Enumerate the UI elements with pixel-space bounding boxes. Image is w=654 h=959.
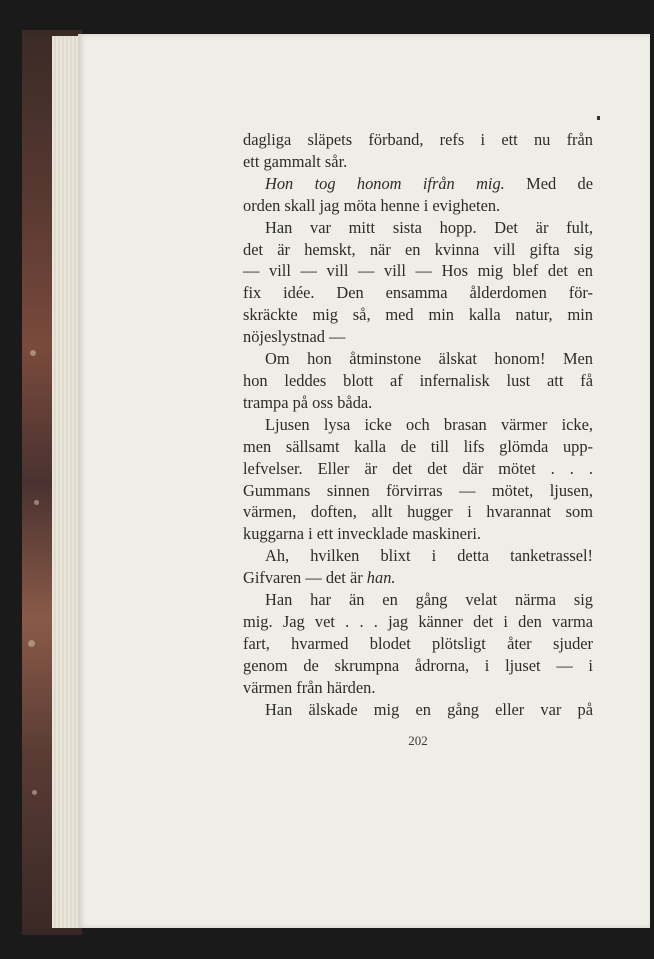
text-line: Han var mitt sista hopp. Det är fult, [265, 217, 593, 237]
text-line: fix idée. Den ensamma ålderdomen för- [243, 283, 593, 303]
page-number: 202 [408, 733, 428, 748]
text-line: dagliga släpets förband, refs i ett nu från [243, 130, 593, 149]
text-line: värmen från härden. [243, 677, 376, 697]
text-line: Han älskade mig en gång eller var på [265, 699, 593, 719]
text-line: Gummans sinnen förvirras — mötet, ljusen, [243, 480, 593, 500]
text-line: hon leddes blott af infernalisk lust att få [243, 370, 593, 390]
text-line [243, 173, 593, 195]
text-line: Om hon åtminstone älskat honom! Men [265, 349, 593, 369]
cover-marbling-spot [32, 790, 37, 795]
cover-marbling-spot [34, 500, 39, 505]
text-line: mig. Jag vet . . . jag känner det i den varma [243, 611, 593, 631]
text-line: orden skall jag möta henne i evigheten. [243, 195, 501, 215]
text-line: Ljusen lysa icke och brasan värmer icke, [265, 414, 593, 434]
text-segment: Gifvaren — det är [243, 568, 367, 588]
italic-phrase: han. [366, 568, 396, 588]
text-line: lefvelser. Eller är det det där mötet . . . [243, 458, 593, 478]
text-line: fart, hvarmed blodet plötsligt åter sjuder [243, 633, 593, 653]
text-line: genom de skrumpna ådrorna, i ljuset — i [243, 655, 593, 675]
italic-phrase: Hon tog honom ifrån mig. [265, 173, 505, 193]
text-line: värmen, doften, allt hugger i hvarannat som [243, 502, 593, 522]
cover-marbling-spot [30, 350, 36, 356]
text-line: Ah, hvilken blixt i detta tanketrassel! [265, 546, 593, 566]
text-line: skräckte mig så, med min kalla natur, min [243, 305, 593, 325]
text-line: kuggarna i ett invecklade maskineri. [243, 524, 482, 544]
text-line: men sällsamt kalla de till lifs glömda upp- [243, 436, 593, 456]
cover-marbling-spot [28, 640, 35, 647]
text-line [243, 567, 593, 589]
text-segment: Med de [504, 173, 593, 193]
text-line: Han har än en gång velat närma sig [265, 590, 593, 610]
page-stack-edge [52, 36, 78, 928]
ink-speck [597, 116, 600, 120]
text-line: ett gammalt sår. [243, 151, 348, 171]
body-text [243, 129, 593, 720]
text-line: nöjeslystnad — [243, 327, 346, 347]
text-line: det är hemskt, när en kvinna vill gifta sig [243, 239, 593, 259]
text-line: — vill — vill — vill — Hos mig blef det en [243, 261, 593, 281]
text-line: trampa på oss båda. [243, 392, 373, 412]
